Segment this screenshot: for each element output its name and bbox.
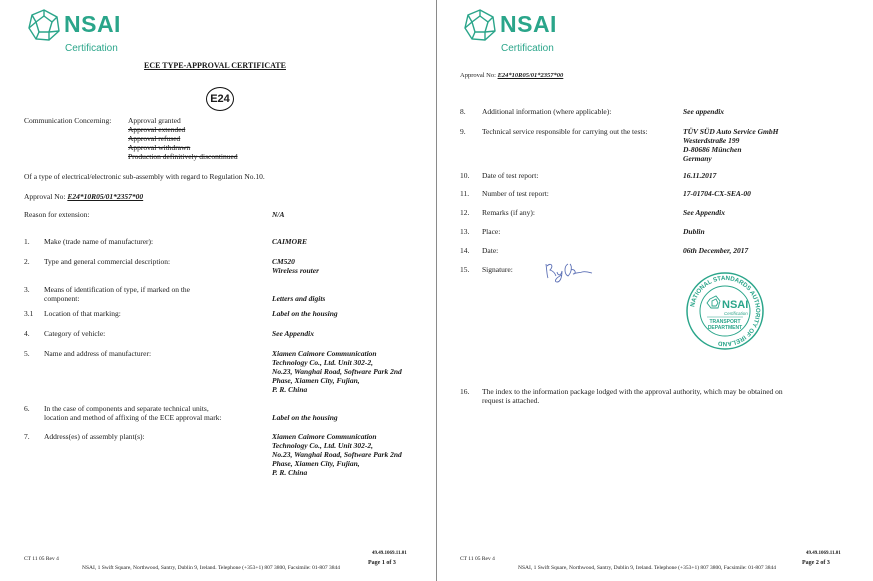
item-value: CAIMORE <box>272 237 308 246</box>
nsai-official-stamp <box>685 271 765 351</box>
item-16-text: The index to the information package lodged with the approval authority, which may be obtained on request is attached. <box>482 387 783 405</box>
communication-label: Communication Concerning: <box>24 116 112 125</box>
footer-page-number: Page 2 of 3 <box>802 560 830 566</box>
approval-label: Approval No: <box>460 72 496 79</box>
communication-option: Approval granted <box>128 116 181 125</box>
footer-address: NSAI, 1 Swift Square, Northwood, Santry, Dublin 9, Ireland. Telephone (+353+1) 807 3800, Facsimile: 01-807 3844 <box>518 565 777 571</box>
type-statement: Of a type of electrical/electronic sub-assembly with regard to Regulation No.10. <box>24 172 265 181</box>
item-number: 15. <box>460 265 470 274</box>
item-value: CM520 Wireless router <box>272 257 320 275</box>
nsai-polyhedron-icon <box>27 8 61 42</box>
item-number: 11. <box>460 189 470 198</box>
item-number: 13. <box>460 227 470 236</box>
item-label: Remarks (if any): <box>482 208 535 217</box>
item-number: 1. <box>24 237 30 246</box>
item-number: 14. <box>460 246 470 255</box>
item-value: See Appendix <box>683 208 726 217</box>
footer-form-number: CT 11 05 Rev 4 <box>460 556 495 562</box>
item-value: 06th December, 2017 <box>683 246 749 255</box>
item-label: In the case of components and separate technical units, location and method of affixing of the ECE approval mark: <box>44 404 222 422</box>
item-label: Technical service responsible for carrying out the tests: <box>482 127 648 136</box>
page-divider <box>436 0 437 581</box>
item-value: Dublin <box>683 227 705 236</box>
certificate-page-1 <box>0 0 436 581</box>
item-number: 8. <box>460 107 466 116</box>
item-label: Means of identification of type, if marked on the component: <box>44 285 190 303</box>
reason-value: N/A <box>272 210 285 219</box>
stamp-brand: NSAI <box>722 299 749 311</box>
item-value: Label on the housing <box>272 309 338 318</box>
communication-option: Approval extended <box>128 125 186 134</box>
item-value: Xiamen Caimore Communication Technology Co., Ltd. Unit 302-2, No.23, Wanghai Road, Software Park 2nd Phase, Xiamen City, Fujian, P. R. China <box>272 432 402 477</box>
communication-option: Approval withdrawn <box>128 143 191 152</box>
footer-page-number: Page 1 of 3 <box>368 560 396 566</box>
stamp-dept-line1: TRANSPORT <box>709 319 741 325</box>
certificate-page-2 <box>438 0 873 581</box>
item-value: Xiamen Caimore Communication Technology Co., Ltd. Unit 302-2, No.23, Wanghai Road, Software Park 2nd Phase, Xiamen City, Fujian, P. R. China <box>272 349 402 394</box>
approval-number-line <box>24 192 143 201</box>
reason-label: Reason for extension: <box>24 210 90 219</box>
e24-mark: E24 <box>206 87 234 111</box>
item-number: 3. <box>24 285 30 294</box>
item-value: Letters and digits <box>272 294 326 303</box>
item-number: 9. <box>460 127 466 136</box>
item-number: 5. <box>24 349 30 358</box>
approval-number: E24*10R05/01*2357*00 <box>67 192 144 201</box>
item-number: 4. <box>24 329 30 338</box>
approval-label: Approval No: <box>24 192 66 201</box>
logo-brand: NSAI <box>64 11 121 37</box>
item-label: Signature: <box>482 265 513 274</box>
item-16-number: 16. <box>460 387 470 396</box>
item-value: 16.11.2017 <box>683 171 717 180</box>
logo-brand: NSAI <box>500 11 557 37</box>
item-label: Additional information (where applicable): <box>482 107 612 116</box>
logo-subtitle: Certification <box>65 43 118 54</box>
item-label: Type and general commercial description: <box>44 257 171 266</box>
item-label: Make (trade name of manufacturer): <box>44 237 154 246</box>
item-label: Number of test report: <box>482 189 549 198</box>
nsai-polyhedron-icon <box>463 8 497 42</box>
item-label: Location of that marking: <box>44 309 121 318</box>
footer-form-number: CT 11 05 Rev 4 <box>24 556 59 562</box>
footer-code: 49.49.1069.11.01 <box>806 551 841 556</box>
item-label: Name and address of manufacturer: <box>44 349 152 358</box>
item-value: TÜV SÜD Auto Service GmbH Westerdstraße 199 D-80686 München Germany <box>683 127 779 163</box>
item-value: Label on the housing <box>272 413 338 422</box>
signature-image <box>542 258 594 284</box>
nsai-logo <box>463 8 573 56</box>
approval-number-line <box>460 71 563 80</box>
item-value: See Appendix <box>272 329 315 338</box>
item-number: 10. <box>460 171 470 180</box>
footer-code: 49.49.1069.11.01 <box>372 551 407 556</box>
item-number: 12. <box>460 208 470 217</box>
footer-address: NSAI, 1 Swift Square, Northwood, Santry, Dublin 9, Ireland. Telephone (+353+1) 807 3800, Facsimile: 01-807 3844 <box>82 565 341 571</box>
item-number: 3.1 <box>24 309 34 318</box>
communication-option: Approval refused <box>128 134 181 143</box>
item-label: Date of test report: <box>482 171 539 180</box>
item-number: 6. <box>24 404 30 413</box>
item-number: 7. <box>24 432 30 441</box>
stamp-dept-line2: DEPARTMENT <box>707 325 743 331</box>
communication-option: Production definitively discontinued <box>128 152 238 161</box>
item-number: 2. <box>24 257 30 266</box>
item-value: See appendix <box>683 107 725 116</box>
logo-subtitle: Certification <box>501 43 554 54</box>
item-label: Date: <box>482 246 499 255</box>
item-label: Category of vehicle: <box>44 329 106 338</box>
item-label: Address(es) of assembly plant(s): <box>44 432 145 441</box>
item-value: 17-01704-CX-SEA-00 <box>683 189 751 198</box>
item-label: Place: <box>482 227 501 236</box>
nsai-logo <box>27 8 137 56</box>
page-title: ECE TYPE-APPROVAL CERTIFICATE <box>144 61 286 70</box>
stamp-sub: Certification <box>724 311 748 316</box>
stamp-ring-text: NATIONAL STANDARDS AUTHORITY OF IRELAND <box>689 274 762 348</box>
approval-number: E24*10R05/01*2357*00 <box>497 72 564 79</box>
